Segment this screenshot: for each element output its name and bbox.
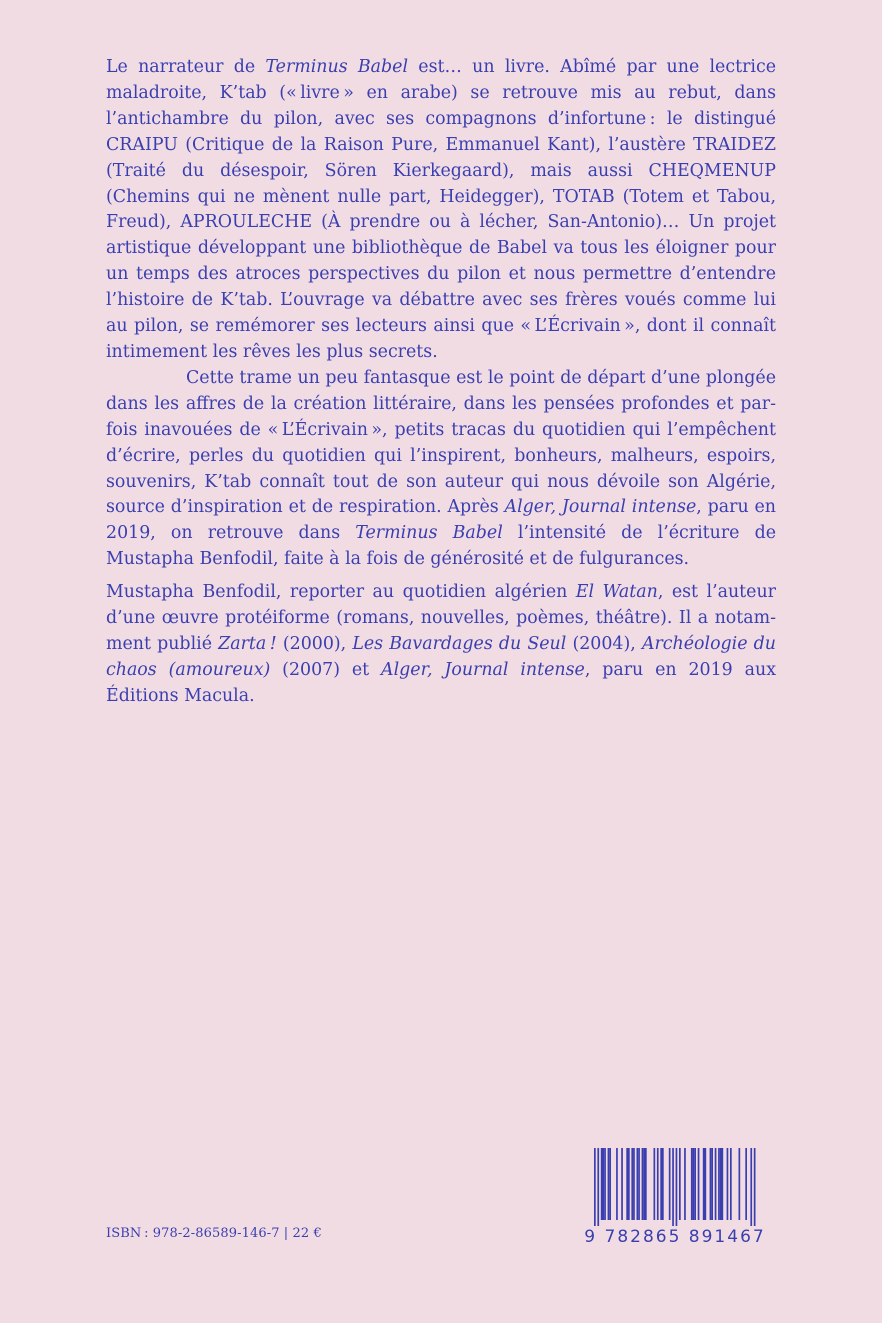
barcode-bar	[633, 1148, 635, 1220]
synopsis-paragraph-1	[106, 55, 776, 366]
barcode-bar	[698, 1148, 700, 1220]
barcode-bar	[621, 1148, 623, 1220]
barcode-bar	[730, 1148, 732, 1220]
author-bio-paragraph	[106, 580, 776, 710]
barcode-bar	[718, 1148, 720, 1220]
isbn-price: ISBN : 978-2-86589-146-7 | 22 €	[106, 1226, 322, 1241]
barcode-bar	[705, 1148, 707, 1220]
italic-title: Zarta !	[218, 633, 277, 654]
barcode-bar	[628, 1148, 630, 1220]
barcode-bar	[597, 1148, 599, 1226]
text-run: Cette trame un peu fantasque est le point de départ d’une plongée dans les affres de la création littéraire, dans les pensées profondes et parfois inavouées de « L’Écrivain », petits tracas du quotidien qui l’empêchent d’écrire, perles du quotidien qui l’inspirent, bonheurs, malheurs, espoirs, souvenirs, K’tab connaît tout de son auteur qui nous dévoile son Algérie, source d’inspiration et de respiration. Après	[106, 367, 776, 518]
barcode-bar	[715, 1148, 717, 1220]
barcode-bar	[608, 1148, 610, 1220]
italic-title: El Watan	[575, 582, 658, 602]
barcode-bar	[660, 1148, 662, 1220]
barcode-bar	[657, 1148, 659, 1220]
barcode-bar	[654, 1148, 656, 1220]
barcode-bar	[672, 1148, 674, 1226]
text-run: (2004),	[566, 633, 642, 654]
barcode-bar	[703, 1148, 705, 1220]
text-run: Le narrateur de	[106, 57, 266, 77]
barcode-bar	[604, 1148, 606, 1220]
synopsis	[106, 55, 776, 573]
author-bio	[106, 580, 776, 710]
barcode-bar	[711, 1148, 713, 1220]
barcode-bar	[594, 1148, 596, 1226]
text-run: Mustapha Benfodil, reporter au quotidien algérien	[106, 582, 576, 602]
text-run: , paru en 2019 aux Éditions Macula.	[106, 659, 777, 706]
text-run: , est l’auteur d’une œuvre protéiforme (romans, nouvelles, poèmes, théâtre). Il a notamment publié	[106, 582, 776, 654]
barcode-bar	[643, 1148, 645, 1220]
text-run: l’intensité de l’écriture de Mustapha Benfodil, faite à la fois de générosité et de fulgurances.	[106, 523, 776, 570]
barcode-bar	[616, 1148, 618, 1220]
text-run: (2000),	[276, 633, 353, 654]
barcode-bar	[694, 1148, 696, 1220]
barcode-bar	[631, 1148, 633, 1220]
italic-title: Alger, Journal intense	[504, 497, 697, 518]
synopsis-paragraph-2	[106, 366, 776, 573]
text-run: (2007) et	[270, 659, 382, 680]
barcode-bar	[638, 1148, 640, 1220]
barcode-bar	[739, 1148, 741, 1220]
barcode-bar	[603, 1148, 605, 1220]
barcode-bar	[750, 1148, 752, 1226]
barcode-bar	[754, 1148, 756, 1226]
barcode-bar	[722, 1148, 724, 1220]
barcode-bar	[642, 1148, 644, 1220]
barcode-bar	[691, 1148, 693, 1220]
barcode	[576, 1146, 774, 1246]
barcode-bar	[626, 1148, 628, 1220]
barcode-bars	[594, 1148, 756, 1226]
barcode-bar	[669, 1148, 671, 1220]
barcode-bar	[601, 1148, 603, 1220]
barcode-bar	[679, 1148, 681, 1220]
italic-title: Archéologie du chaos (amoureux)	[106, 633, 776, 680]
italic-title: Terminus Babel	[355, 523, 503, 544]
barcode-bar	[676, 1148, 678, 1226]
barcode-bar	[693, 1148, 695, 1220]
text-run: , paru en 2019, on retrouve dans	[106, 497, 776, 544]
barcode-bar	[684, 1148, 686, 1220]
barcode-bar	[727, 1148, 729, 1220]
barcode-bar	[645, 1148, 647, 1220]
barcode-bar	[745, 1148, 747, 1220]
italic-title: Les Bavardages du Seul	[352, 633, 567, 654]
text-run: est… un livre. Abîmé par une lectrice maladroite, K’tab (« livre » en arabe) se retrouve mis au rebut, dans l’antichambre du pilon, avec ses compagnons d’infortune : le distingué CRAIPU (Critique de la Raison Pure, Emmanuel Kant), l’austère TRAIDEZ (Traité du désespoir, Sören Kierkegaard), mais aussi CHEQMENUP (Chemins qui ne mènent nulle part, Heidegger), TOTAB (Totem et Tabou, Freud), APROULECHE (À prendre ou à lécher, San-Antonio)… Un projet artistique développant une bibliothèque de Babel va tous les éloigner pour un temps des atroces perspectives du pilon et nous permettre d’entendre l’histoire de K’tab. L’ouvrage va débattre avec ses frères voués comme lui au pilon, se remémorer ses lecteurs ainsi que « L’Écrivain », dont il connaît intimement les rêves les plus secrets.	[106, 57, 776, 362]
italic-title: Alger, Journal intense	[381, 659, 585, 680]
barcode-bar	[720, 1148, 722, 1220]
italic-title: Terminus Babel	[265, 57, 409, 77]
barcode-bar	[609, 1148, 611, 1220]
barcode-bar	[637, 1148, 639, 1220]
barcode-bar	[662, 1148, 664, 1220]
barcode-digits: 9 782865 891467	[584, 1227, 766, 1246]
barcode-bar	[710, 1148, 712, 1220]
